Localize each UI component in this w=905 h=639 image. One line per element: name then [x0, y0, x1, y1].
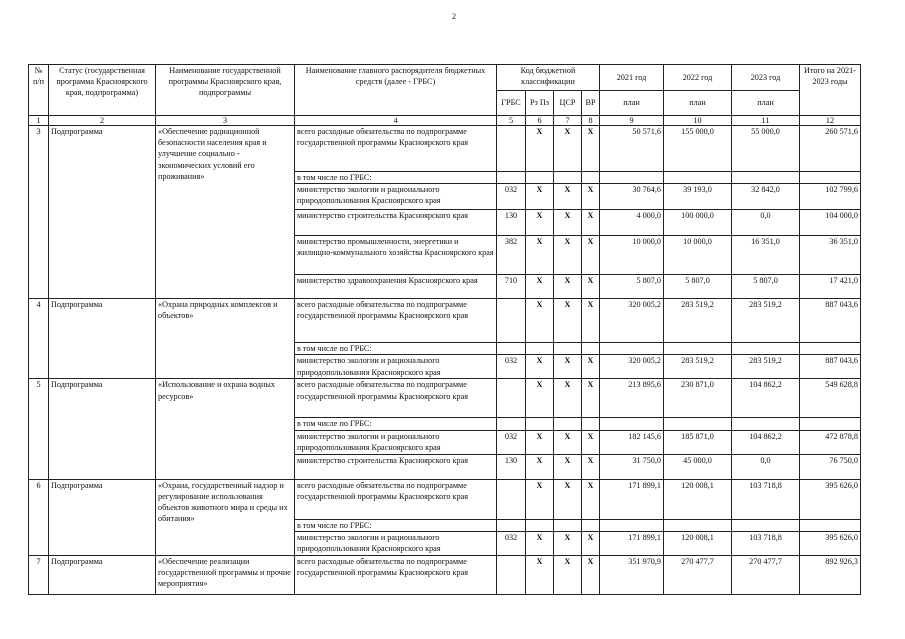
- subprogram-name: «Обеспечение радиационной безопасности населения края и улучшение социально - экономических условий его проживания»: [156, 126, 295, 299]
- vr-value: X: [582, 531, 600, 555]
- grbs-name: всего расходные обязательства по подпрограмме государственной программы Красноярского края: [295, 555, 497, 594]
- csr-value: [554, 343, 582, 355]
- amount-2023: 104 862,2: [732, 430, 800, 454]
- rzpr-value: X: [526, 454, 554, 479]
- rzpr-value: [526, 418, 554, 430]
- amount-2022: 155 000,0: [664, 126, 732, 172]
- page-number: 2: [452, 12, 456, 21]
- vr-value: X: [582, 454, 600, 479]
- csr-value: X: [554, 531, 582, 555]
- column-number: 7: [554, 116, 582, 126]
- vr-value: X: [582, 184, 600, 210]
- grbs-name: в том числе по ГРБС:: [295, 519, 497, 531]
- table-row: [29, 479, 861, 519]
- grbs-name: министерство экологии и рационального природопользования Красноярского края: [295, 531, 497, 555]
- amount-2021: 320 005,2: [600, 355, 664, 379]
- amount-total: 104 000,0: [800, 210, 861, 236]
- column-number: 4: [295, 116, 497, 126]
- amount-2023: 283 519,2: [732, 299, 800, 343]
- amount-total: [800, 418, 861, 430]
- amount-total: 17 421,0: [800, 275, 861, 299]
- column-number: 11: [732, 116, 800, 126]
- rzpr-value: X: [526, 555, 554, 594]
- column-number: 9: [600, 116, 664, 126]
- grbs-name: министерство экологии и рационального природопользования Красноярского края: [295, 430, 497, 454]
- grbs-code: 130: [497, 454, 526, 479]
- column-number: 5: [497, 116, 526, 126]
- amount-2022: [664, 418, 732, 430]
- row-status: Подпрограмма: [49, 126, 156, 299]
- table-row: [29, 555, 861, 594]
- csr-value: X: [554, 184, 582, 210]
- amount-2022: 39 193,0: [664, 184, 732, 210]
- grbs-code: [497, 418, 526, 430]
- subprogram-name: «Использование и охрана водных ресурсов»: [156, 379, 295, 479]
- amount-2023: 104 862,2: [732, 379, 800, 418]
- amount-2023: 55 000,0: [732, 126, 800, 172]
- grbs-name: министерство промышленности, энергетики и жилищно-коммунального хозяйства Красноярского края: [295, 236, 497, 275]
- rzpr-value: X: [526, 355, 554, 379]
- row-status: Подпрограмма: [49, 379, 156, 479]
- amount-2023: 283 519,2: [732, 355, 800, 379]
- amount-2022: [664, 172, 732, 184]
- vr-value: [582, 172, 600, 184]
- vr-value: X: [582, 126, 600, 172]
- csr-value: X: [554, 379, 582, 418]
- amount-2021: 5 807,0: [600, 275, 664, 299]
- row-number: 5: [29, 379, 49, 479]
- amount-2021: [600, 519, 664, 531]
- header-status: Статус (государственная программа Красноярского края, подпрограмма): [49, 65, 156, 116]
- amount-2021: [600, 172, 664, 184]
- amount-2021: 182 145,6: [600, 430, 664, 454]
- row-number: 6: [29, 479, 49, 555]
- amount-2021: 50 571,6: [600, 126, 664, 172]
- rzpr-value: X: [526, 126, 554, 172]
- rzpr-value: X: [526, 430, 554, 454]
- table-row: [29, 126, 861, 172]
- amount-2021: 10 000,0: [600, 236, 664, 275]
- table-row: [29, 299, 861, 343]
- grbs-code: 382: [497, 236, 526, 275]
- grbs-name: министерство экологии и рационального природопользования Красноярского края: [295, 184, 497, 210]
- vr-value: X: [582, 299, 600, 343]
- grbs-name: министерство строительства Красноярского края: [295, 210, 497, 236]
- column-number: 12: [800, 116, 861, 126]
- vr-value: X: [582, 236, 600, 275]
- vr-value: X: [582, 479, 600, 519]
- header-grbs: ГРБС: [497, 91, 526, 116]
- rzpr-value: [526, 343, 554, 355]
- header-2022: 2022 год: [664, 65, 732, 91]
- grbs-code: 032: [497, 531, 526, 555]
- csr-value: X: [554, 299, 582, 343]
- grbs-code: [497, 172, 526, 184]
- budget-table: [28, 64, 861, 595]
- csr-value: X: [554, 555, 582, 594]
- table-row: [29, 379, 861, 418]
- grbs-code: 032: [497, 430, 526, 454]
- amount-2022: 120 008,1: [664, 479, 732, 519]
- vr-value: X: [582, 275, 600, 299]
- amount-2023: [732, 418, 800, 430]
- amount-2022: 10 000,0: [664, 236, 732, 275]
- amount-2021: 213 895,6: [600, 379, 664, 418]
- header-num: № п/п: [29, 65, 49, 116]
- grbs-code: [497, 519, 526, 531]
- amount-2023: [732, 343, 800, 355]
- amount-2022: 270 477,7: [664, 555, 732, 594]
- vr-value: X: [582, 210, 600, 236]
- rzpr-value: X: [526, 275, 554, 299]
- amount-total: 549 628,8: [800, 379, 861, 418]
- table-body: [29, 126, 861, 595]
- rzpr-value: X: [526, 184, 554, 210]
- amount-2022: 185 871,0: [664, 430, 732, 454]
- rzpr-value: X: [526, 236, 554, 275]
- csr-value: X: [554, 479, 582, 519]
- grbs-name: всего расходные обязательства по подпрограмме государственной программы Красноярского края: [295, 126, 497, 172]
- csr-value: X: [554, 430, 582, 454]
- amount-2023: 16 351,0: [732, 236, 800, 275]
- header-grbs-name: Наименование главного распорядителя бюджетных средств (далее - ГРБС): [295, 65, 497, 116]
- amount-total: 395 626,0: [800, 479, 861, 519]
- header-vr: ВР: [582, 91, 600, 116]
- rzpr-value: X: [526, 299, 554, 343]
- header-plan-2023: план: [732, 91, 800, 116]
- amount-2023: 5 807,0: [732, 275, 800, 299]
- amount-2022: 120 008,1: [664, 531, 732, 555]
- amount-2021: [600, 343, 664, 355]
- header-2021: 2021 год: [600, 65, 664, 91]
- column-number: 1: [29, 116, 49, 126]
- csr-value: [554, 519, 582, 531]
- amount-total: [800, 172, 861, 184]
- amount-2023: 103 718,8: [732, 479, 800, 519]
- amount-2022: [664, 519, 732, 531]
- row-number: 4: [29, 299, 49, 379]
- vr-value: X: [582, 379, 600, 418]
- subprogram-name: «Охрана природных комплексов и объектов»: [156, 299, 295, 379]
- amount-2023: 0,0: [732, 454, 800, 479]
- amount-2022: 100 000,0: [664, 210, 732, 236]
- grbs-code: [497, 126, 526, 172]
- rzpr-value: X: [526, 531, 554, 555]
- amount-total: 887 043,6: [800, 299, 861, 343]
- grbs-code: [497, 299, 526, 343]
- column-number: 2: [49, 116, 156, 126]
- grbs-name: в том числе по ГРБС:: [295, 172, 497, 184]
- amount-2022: 283 519,2: [664, 355, 732, 379]
- header-program-name: Наименование государственной программы Красноярского края, подпрограммы: [156, 65, 295, 116]
- amount-2022: 45 000,0: [664, 454, 732, 479]
- header-total: Итого на 2021-2023 годы: [800, 65, 861, 116]
- column-numbers-row: [29, 116, 861, 126]
- vr-value: [582, 343, 600, 355]
- subprogram-name: «Обеспечение реализации государственной программы и прочие мероприятия»: [156, 555, 295, 594]
- subprogram-name: «Охрана, государственный надзор и регулирование использования объектов животного мира и среды их обитания»: [156, 479, 295, 555]
- grbs-name: министерство здравоохранения Красноярского края: [295, 275, 497, 299]
- amount-2021: 30 764,6: [600, 184, 664, 210]
- amount-2023: [732, 519, 800, 531]
- grbs-code: 130: [497, 210, 526, 236]
- row-status: Подпрограмма: [49, 555, 156, 594]
- vr-value: X: [582, 355, 600, 379]
- csr-value: X: [554, 454, 582, 479]
- column-number: 10: [664, 116, 732, 126]
- grbs-name: министерство строительства Красноярского края: [295, 454, 497, 479]
- csr-value: X: [554, 355, 582, 379]
- header-rzpr: Рз Пз: [526, 91, 554, 116]
- amount-2021: 171 899,1: [600, 531, 664, 555]
- grbs-code: 032: [497, 355, 526, 379]
- grbs-name: в том числе по ГРБС:: [295, 343, 497, 355]
- row-status: Подпрограмма: [49, 479, 156, 555]
- grbs-name: всего расходные обязательства по подпрограмме государственной программы Красноярского края: [295, 299, 497, 343]
- vr-value: [582, 418, 600, 430]
- row-number: 7: [29, 555, 49, 594]
- amount-total: 887 043,6: [800, 355, 861, 379]
- amount-total: 472 878,8: [800, 430, 861, 454]
- grbs-name: министерство экологии и рационального природопользования Красноярского края: [295, 355, 497, 379]
- amount-2023: [732, 172, 800, 184]
- rzpr-value: X: [526, 479, 554, 519]
- amount-total: 102 799,6: [800, 184, 861, 210]
- row-number: 3: [29, 126, 49, 299]
- grbs-code: [497, 379, 526, 418]
- amount-2023: 103 718,8: [732, 531, 800, 555]
- amount-2023: 0,0: [732, 210, 800, 236]
- csr-value: X: [554, 210, 582, 236]
- vr-value: X: [582, 430, 600, 454]
- rzpr-value: X: [526, 210, 554, 236]
- header-csr: ЦСР: [554, 91, 582, 116]
- amount-total: 76 750,0: [800, 454, 861, 479]
- grbs-code: [497, 479, 526, 519]
- amount-2021: 31 750,0: [600, 454, 664, 479]
- csr-value: [554, 418, 582, 430]
- rzpr-value: [526, 172, 554, 184]
- header-2023: 2023 год: [732, 65, 800, 91]
- grbs-name: всего расходные обязательства по подпрограмме государственной программы Красноярского края: [295, 379, 497, 418]
- rzpr-value: X: [526, 379, 554, 418]
- grbs-name: в том числе по ГРБС:: [295, 418, 497, 430]
- amount-2021: 320 005,2: [600, 299, 664, 343]
- amount-2021: [600, 418, 664, 430]
- grbs-code: [497, 343, 526, 355]
- row-status: Подпрограмма: [49, 299, 156, 379]
- amount-total: 395 626,0: [800, 531, 861, 555]
- vr-value: [582, 519, 600, 531]
- grbs-code: 032: [497, 184, 526, 210]
- amount-2021: 351 970,9: [600, 555, 664, 594]
- amount-2022: [664, 343, 732, 355]
- column-number: 8: [582, 116, 600, 126]
- column-number: 3: [156, 116, 295, 126]
- grbs-code: [497, 555, 526, 594]
- amount-total: 892 926,3: [800, 555, 861, 594]
- grbs-code: 710: [497, 275, 526, 299]
- csr-value: [554, 172, 582, 184]
- header-plan-2022: план: [664, 91, 732, 116]
- amount-total: 260 571,6: [800, 126, 861, 172]
- column-number: 6: [526, 116, 554, 126]
- amount-total: 36 351,0: [800, 236, 861, 275]
- grbs-name: всего расходные обязательства по подпрограмме государственной программы Красноярского края: [295, 479, 497, 519]
- table-header: [29, 65, 861, 126]
- amount-total: [800, 343, 861, 355]
- amount-2021: 171 899,1: [600, 479, 664, 519]
- amount-2021: 4 000,0: [600, 210, 664, 236]
- amount-2023: 270 477,7: [732, 555, 800, 594]
- amount-2023: 32 842,0: [732, 184, 800, 210]
- header-code-group: Код бюджетной классификации: [497, 65, 600, 91]
- header-plan-2021: план: [600, 91, 664, 116]
- rzpr-value: [526, 519, 554, 531]
- amount-total: [800, 519, 861, 531]
- csr-value: X: [554, 126, 582, 172]
- amount-2022: 283 519,2: [664, 299, 732, 343]
- amount-2022: 230 871,0: [664, 379, 732, 418]
- csr-value: X: [554, 275, 582, 299]
- amount-2022: 5 807,0: [664, 275, 732, 299]
- csr-value: X: [554, 236, 582, 275]
- vr-value: X: [582, 555, 600, 594]
